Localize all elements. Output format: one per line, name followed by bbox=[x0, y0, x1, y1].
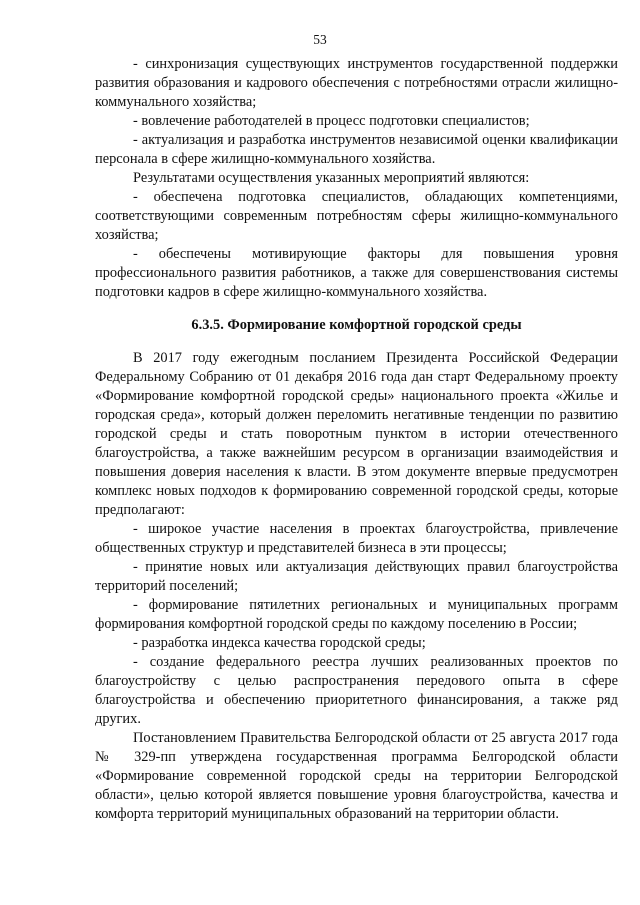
paragraph: В 2017 году ежегодным посланием Президента Российской Федерации Федеральному Собранию от 01 декабря 2016 года дан старт Федеральному проекту «Формирование комфортной городской среды» национального проекта «Жилье и городская среда», который должен переломить негативные тенденции по развитию городской среды и стать поворотным пунктом в истории отечественного благоустройства, а также важнейшим ресурсом в организации взаимодействия и повышения доверия населения к власти. В этом документе впервые предусмотрен комплекс новых подходов к формированию современной городской среды, которые предполагают: bbox=[95, 350, 618, 518]
paragraph: Результатами осуществления указанных мероприятий являются: bbox=[133, 170, 530, 186]
paragraph: Постановлением Правительства Белгородской области от 25 августа 2017 года № 329-пп утверждена государственная программа Белгородской области «Формирование современной городской среды на территории Белгородской области», целью которой является повышение уровня благоустройства, качества и комфорта территорий муниципальных образований на территории области. bbox=[95, 730, 618, 822]
paragraph-group-after-heading bbox=[95, 349, 618, 824]
page-number: 53 bbox=[313, 32, 327, 47]
paragraph: - широкое участие населения в проектах благоустройства, привлечение общественных структур и представителей бизнеса в эти процессы; bbox=[95, 521, 618, 556]
paragraph: - создание федерального реестра лучших реализованных проектов по благоустройству с целью распространения передового опыта в сфере благоустройства и обеспечению приоритетного финансирования, а также ряд других. bbox=[95, 654, 618, 727]
document-body bbox=[95, 55, 618, 824]
paragraph: - разработка индекса качества городской среды; bbox=[133, 635, 426, 651]
section-heading: 6.3.5. Формирование комфортной городской среды bbox=[191, 317, 522, 333]
paragraph: - вовлечение работодателей в процесс подготовки специалистов; bbox=[133, 113, 530, 129]
paragraph: - актуализация и разработка инструментов независимой оценки квалификации персонала в сфере жилищно-коммунального хозяйства. bbox=[95, 132, 618, 167]
paragraph: - принятие новых или актуализация действующих правил благоустройства территорий поселений; bbox=[95, 559, 618, 594]
paragraph-group-before-heading bbox=[95, 55, 618, 302]
paragraph: - обеспечена подготовка специалистов, обладающих компетенциями, соответствующими современным потребностям сферы жилищно-коммунального хозяйства; bbox=[95, 189, 618, 243]
paragraph: - формирование пятилетних региональных и муниципальных программ формирования комфортной городской среды по каждому поселению в России; bbox=[95, 597, 618, 632]
paragraph: - синхронизация существующих инструментов государственной поддержки развития образования и кадрового обеспечения с потребностями отрасли жилищно-коммунального хозяйства; bbox=[95, 56, 618, 110]
paragraph: - обеспечены мотивирующие факторы для повышения уровня профессионального развития работников, а также для совершенствования системы подготовки кадров в сфере жилищно-коммунального хозяйства. bbox=[95, 246, 618, 300]
